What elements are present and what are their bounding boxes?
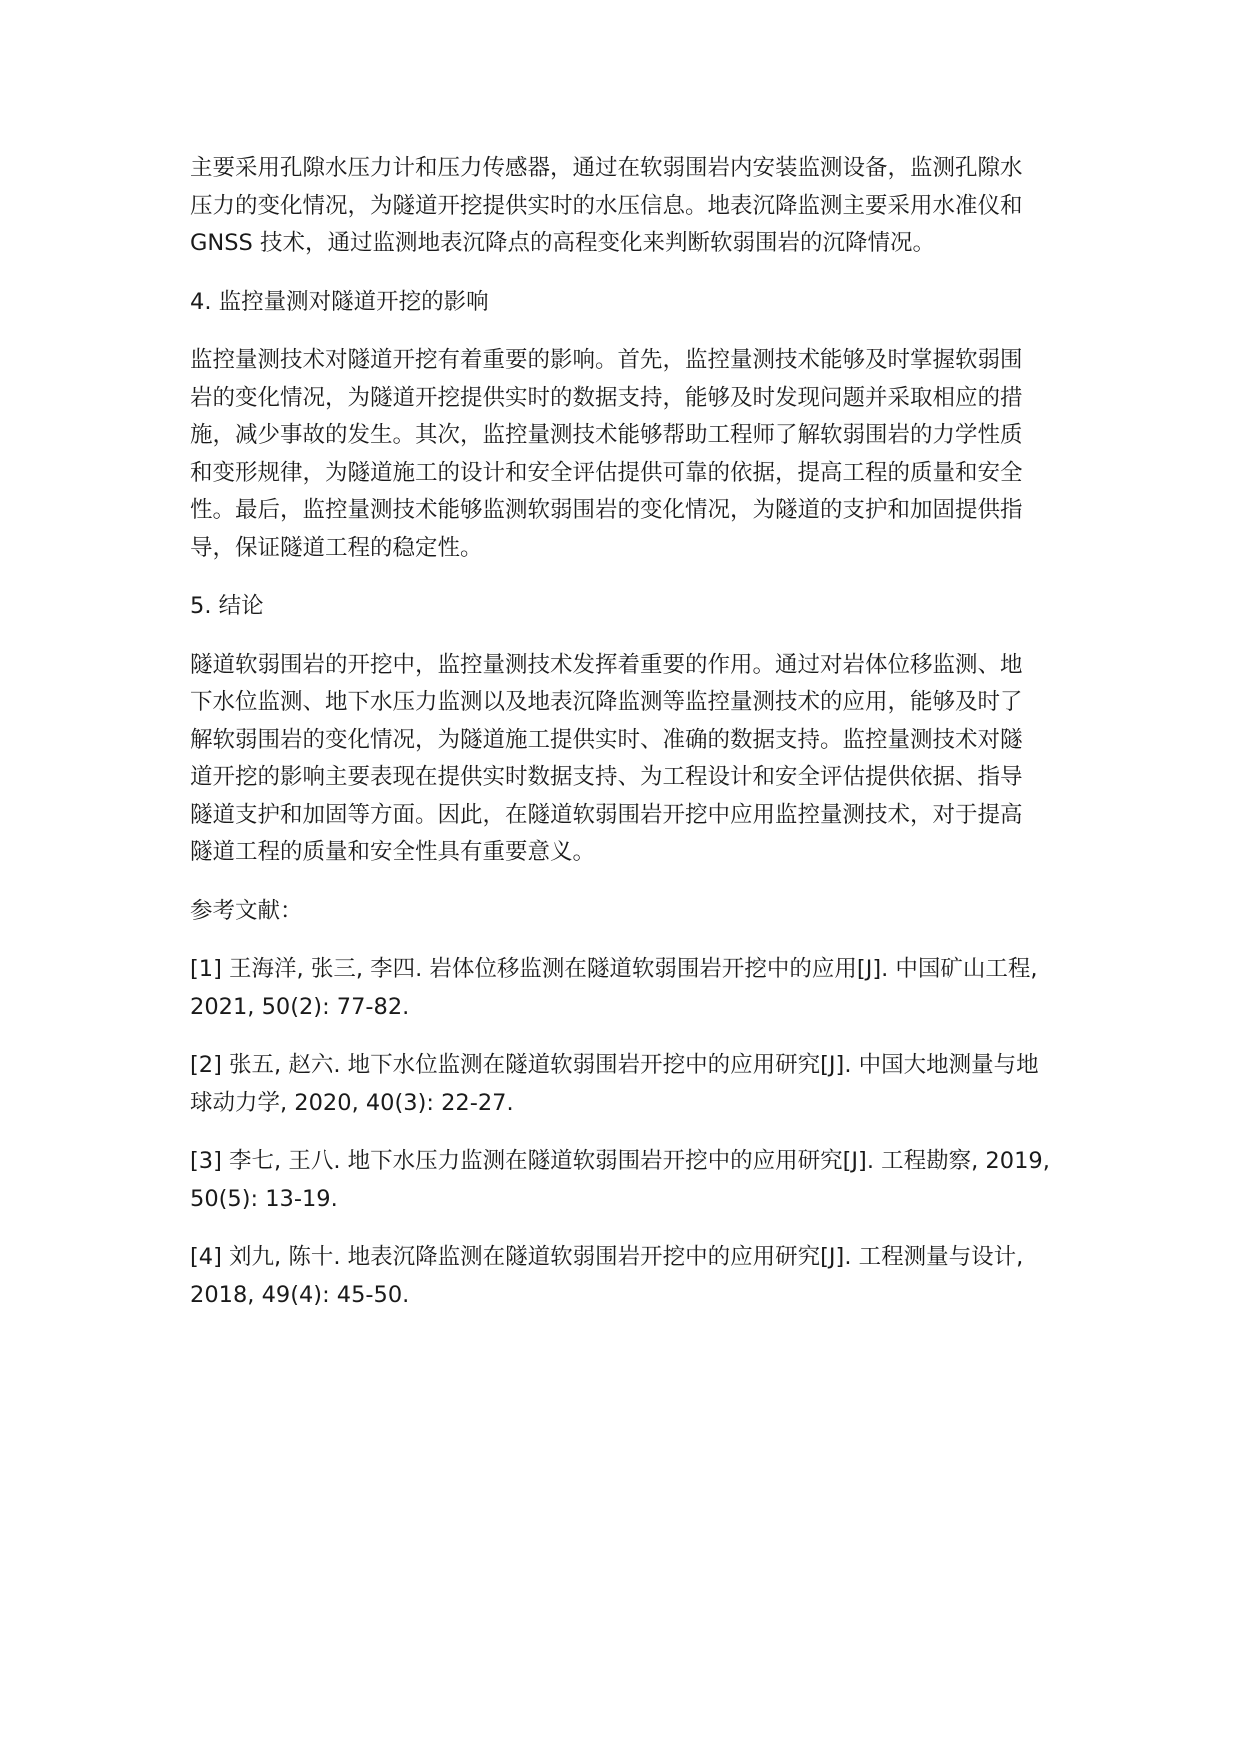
reference-line: 球动力学, 2020, 40(3): 22-27. (190, 1089, 514, 1116)
text-line: 性。最后，监控量测技术能够监测软弱围岩的变化情况，为隧道的支护和加固提供指 (190, 497, 1023, 523)
text-line: 导，保证隧道工程的稳定性。 (190, 534, 483, 561)
reference-line: [2] 张五, 赵六. 地下水位监测在隧道软弱围岩开挖中的应用研究[J]. 中国大地测量与地 (190, 1052, 1039, 1078)
section-heading-4: 4. 监控量测对隧道开挖的影响 (190, 288, 489, 315)
reference-line: [4] 刘九, 陈十. 地表沉降监测在隧道软弱围岩开挖中的应用研究[J]. 工程测量与设计, (190, 1244, 1024, 1270)
text-line: 监控量测技术对隧道开挖有着重要的影响。首先，监控量测技术能够及时掌握软弱围 (190, 347, 1023, 373)
reference-item-4 (190, 1239, 1062, 1314)
paragraph-monitoring-methods (190, 150, 1062, 263)
text-line: 隧道支护和加固等方面。因此，在隧道软弱围岩开挖中应用监控量测技术，对于提高 (190, 801, 1023, 828)
reference-item-3 (190, 1143, 1062, 1218)
references-title: 参考文献： (190, 897, 303, 924)
text-line: 主要采用孔隙水压力计和压力传感器，通过在软弱围岩内安装监测设备，监测孔隙水 (190, 155, 1023, 181)
text-line: 施，减少事故的发生。其次，监控量测技术能够帮助工程师了解软弱围岩的力学性质 (190, 422, 1023, 448)
reference-item-1 (190, 951, 1062, 1026)
text-line: GNSS 技术，通过监测地表沉降点的高程变化来判断软弱围岩的沉降情况。 (190, 230, 935, 256)
text-line: 岩的变化情况，为隧道开挖提供实时的数据支持，能够及时发现问题并采取相应的措 (190, 384, 1023, 411)
paragraph-impact (190, 342, 1062, 567)
text-line: 隧道工程的质量和安全性具有重要意义。 (190, 839, 596, 865)
reference-line: [1] 王海洋, 张三, 李四. 岩体位移监测在隧道软弱围岩开挖中的应用[J]. 中国矿山工程, (190, 956, 1038, 982)
reference-item-2 (190, 1047, 1062, 1122)
reference-line: 2021, 50(2): 77-82. (190, 993, 410, 1020)
paragraph-conclusion (190, 647, 1062, 872)
reference-line: 50(5): 13-19. (190, 1185, 338, 1212)
reference-line: [3] 李七, 王八. 地下水压力监测在隧道软弱围岩开挖中的应用研究[J]. 工程勘察, 2019, (190, 1148, 1050, 1174)
section-heading-5: 5. 结论 (190, 593, 264, 619)
text-line: 解软弱围岩的变化情况，为隧道施工提供实时、准确的数据支持。监控量测技术对隧 (190, 726, 1023, 753)
reference-line: 2018, 49(4): 45-50. (190, 1281, 410, 1308)
text-line: 下水位监测、地下水压力监测以及地表沉降监测等监控量测技术的应用，能够及时了 (190, 689, 1023, 715)
text-line: 隧道软弱围岩的开挖中，监控量测技术发挥着重要的作用。通过对岩体位移监测、地 (190, 651, 1023, 678)
document-page (190, 150, 1062, 1314)
text-line: 道开挖的影响主要表现在提供实时数据支持、为工程设计和安全评估提供依据、指导 (190, 764, 1023, 790)
text-line: 压力的变化情况，为隧道开挖提供实时的水压信息。地表沉降监测主要采用水准仪和 (190, 192, 1023, 219)
text-line: 和变形规律，为隧道施工的设计和安全评估提供可靠的依据，提高工程的质量和安全 (190, 459, 1023, 486)
